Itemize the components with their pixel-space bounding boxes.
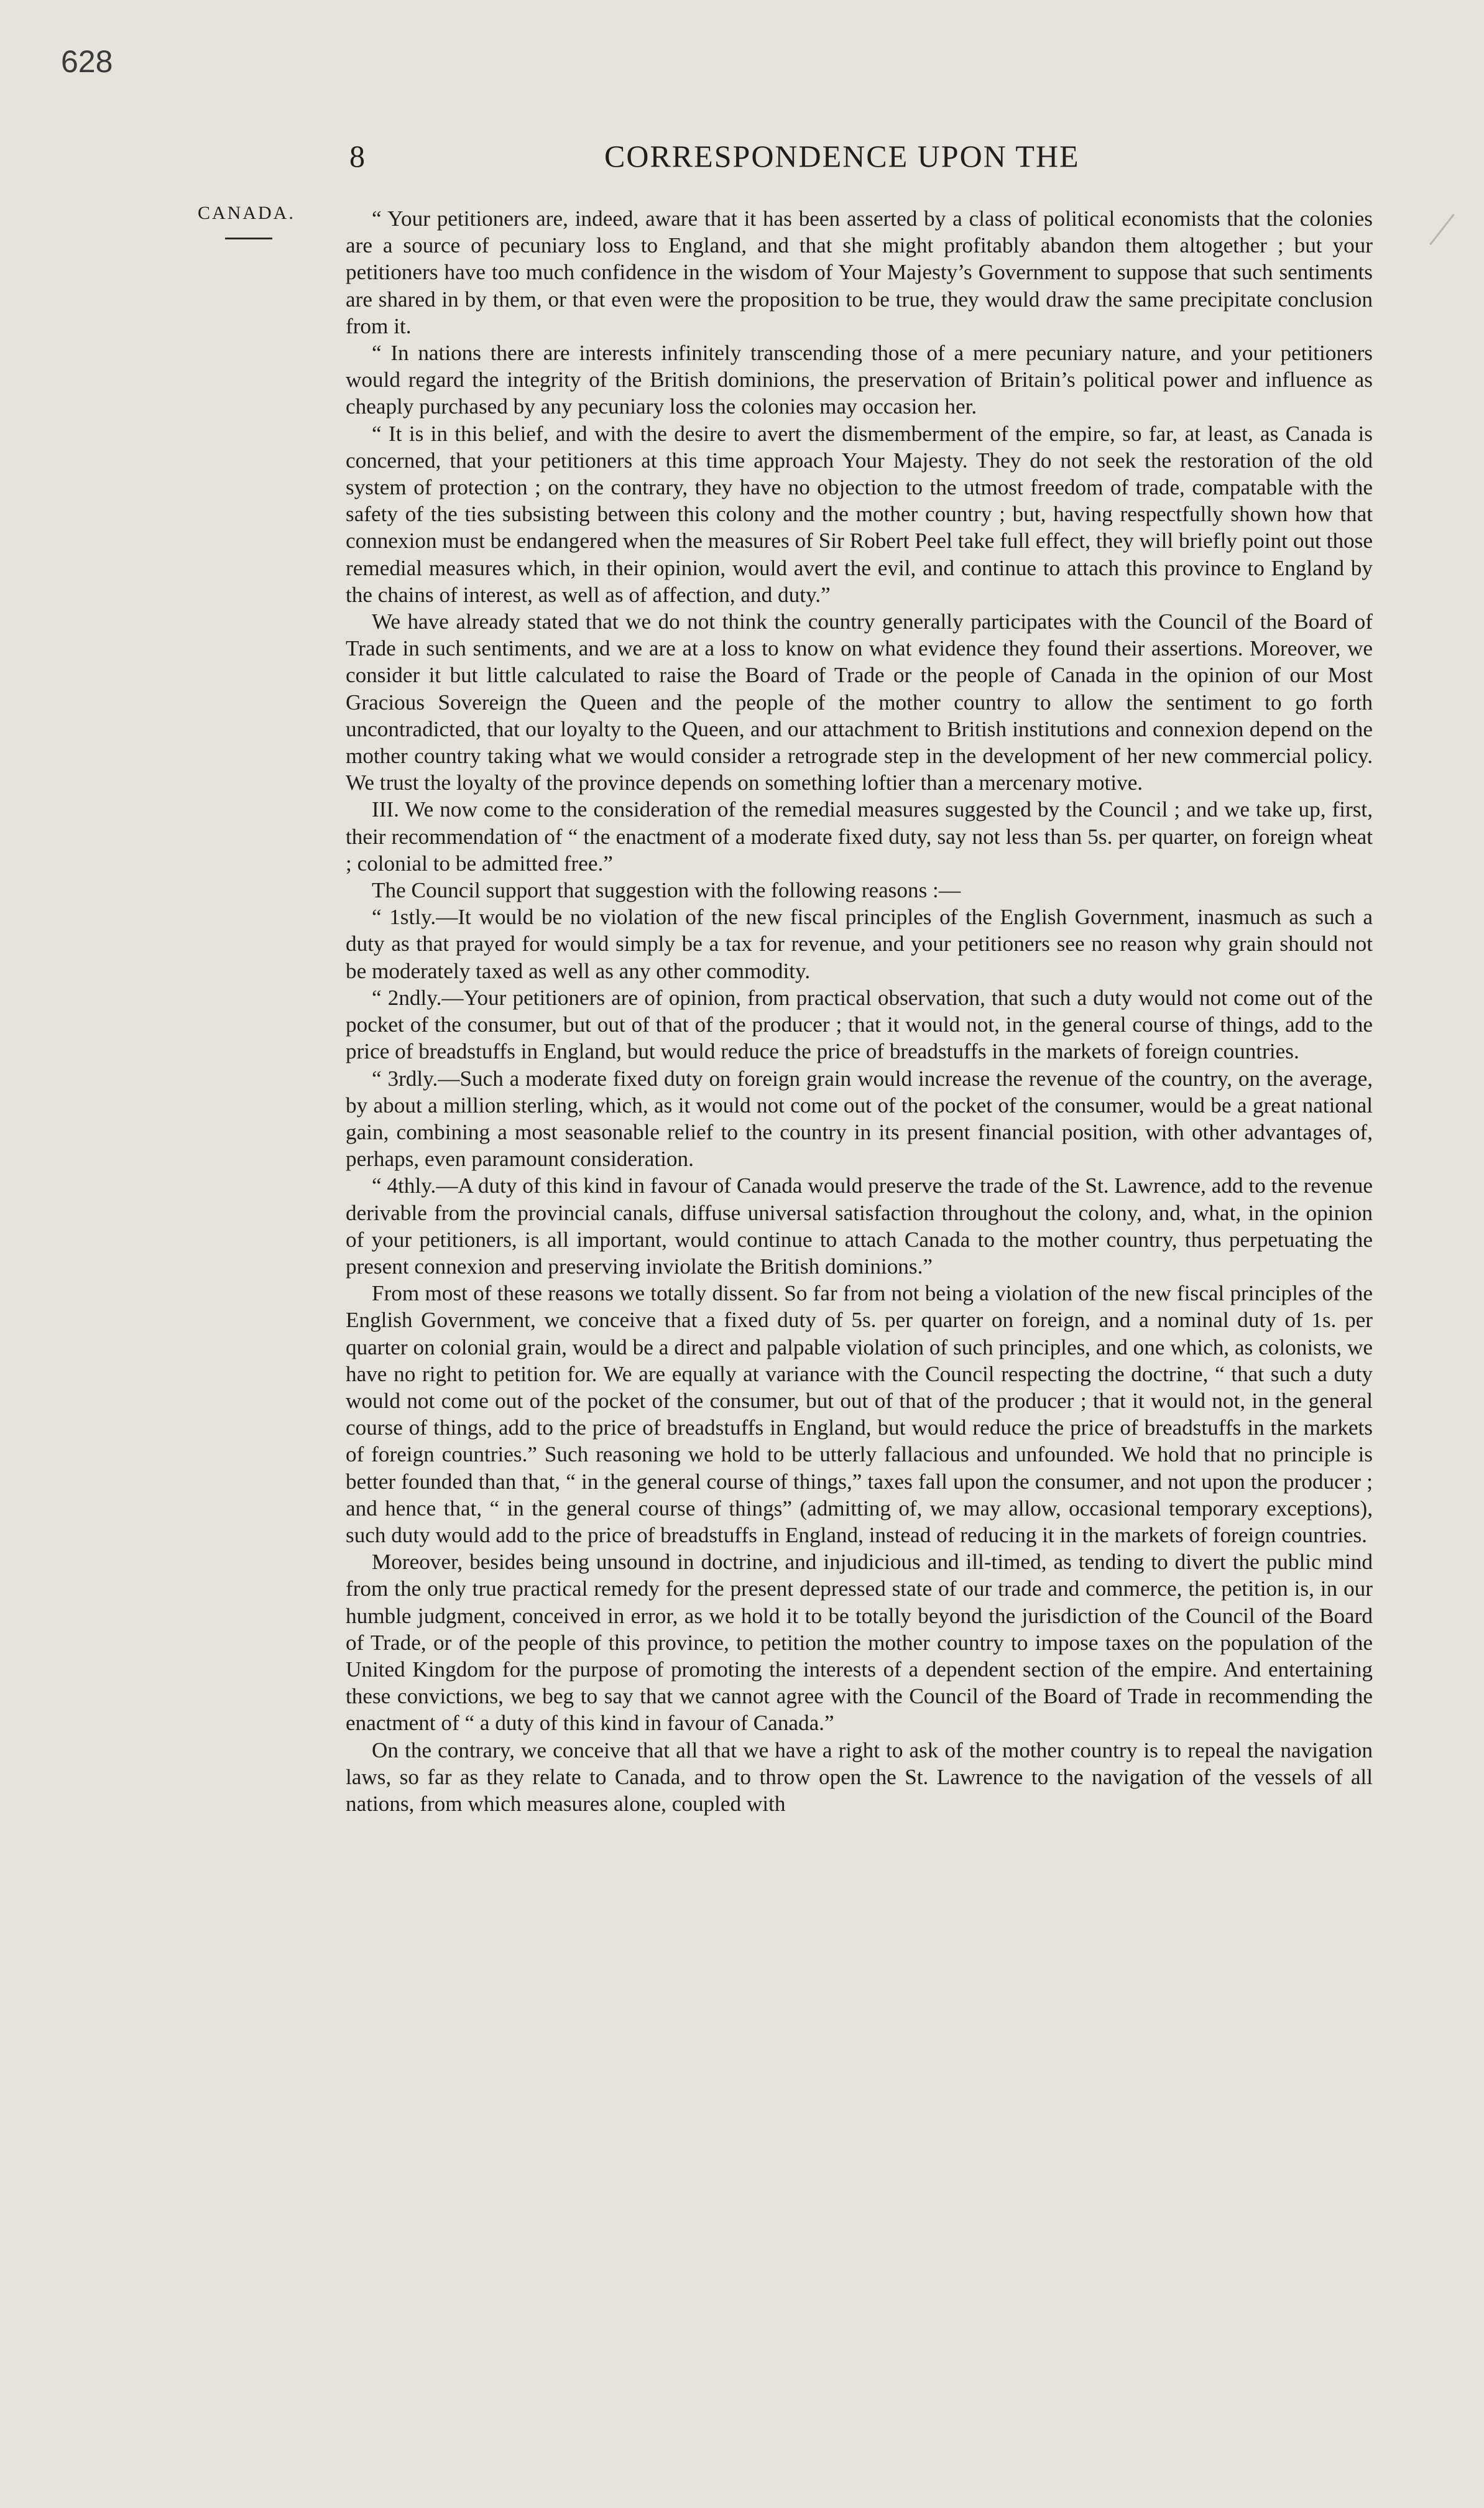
side-note-rule bbox=[225, 238, 272, 239]
side-note: CANADA. bbox=[198, 203, 295, 223]
paragraph: “ Your petitioners are, indeed, aware that it has been asserted by a class of political economists that the colonies are a source of pecuniary loss to England, and that she might profitably abandon them altogether ; but your petitioners have too much confidence in the wisdom of Your Majesty’s Government to suppose that such sentiments are shared in by them, or that even were the proposition to be true, they would draw the same precipitate conclusion from it. bbox=[346, 206, 1373, 338]
paragraph: “ In nations there are interests infinitely transcending those of a mere pecuniary nature, and your petitioners would regard the integrity of the British dominions, the preservation of Britain’s political power and influence as cheaply purchased by any pecuniary loss the colonies may occasion her. bbox=[346, 341, 1373, 419]
paragraph: “ 4thly.—A duty of this kind in favour of Canada would preserve the trade of the St. Lawrence, add to the revenue derivable from the provincial canals, diffuse universal satisfaction throughout the colony, and, what, in the opinion of your petitioners, is all important, would continue to attach Canada to the mother country, thus perpetuating the present connexion and preserving inviolate the British dominions.” bbox=[346, 1173, 1373, 1279]
paragraph: From most of these reasons we totally dissent. So far from not being a violation of the new fiscal principles of the English Government, we conceive that a fixed duty of 5s. per quarter on foreign, and a nominal duty of 1s. per quarter on colonial grain, would be a direct and palpable violation of such principles, and one which, as colonists, we have no right to petition for. We are equally at variance with the Council respecting the doctrine, “ that such a duty would not come out of the pocket of the consumer, but out of that of the producer ; that it would not, in the general course of things, add to the price of breadstuffs in England, but would reduce the price of breadstuffs in the markets of foreign countries.” Such reasoning we hold to be utterly fallacious and unfounded. We hold that no principle is better founded than that, “ in the general course of things,” taxes fall upon the consumer, and not upon the producer ; and hence that, “ in the general course of things” (admitting of, we may allow, occasional temporary exceptions), such duty would add to the price of breadstuffs in England, instead of reducing it in the markets of foreign countries. bbox=[346, 1281, 1373, 1547]
paragraph: “ It is in this belief, and with the desire to avert the dismemberment of the empire, so far, at least, as Canada is concerned, that your petitioners at this time approach Your Majesty. They do not seek the restoration of the old system of protection ; on the contrary, they have no objection to the utmost freedom of trade, compatable with the safety of the ties subsisting between this colony and the mother country ; but, having respectfully shown how that connexion must be endangered when the measures of Sir Robert Peel take full effect, they will briefly point out those remedial measures which, in their opinion, would avert the evil, and continue to attach this province to England by the chains of interest, as well as of affection, and duty.” bbox=[346, 421, 1373, 607]
folio-number: 8 bbox=[349, 139, 366, 174]
paragraph: The Council support that suggestion with the following reasons :— bbox=[372, 878, 961, 903]
paragraph: III. We now come to the consideration of the remedial measures suggested by the Council ; and we take up, first, their recommendation of “ the enactment of a moderate fixed duty, say not less than 5s. per quarter, on foreign wheat ; colonial to be admitted free.” bbox=[346, 797, 1373, 876]
paragraph: “ 2ndly.—Your petitioners are of opinion, from practical observation, that such a duty would not come out of the pocket of the consumer, but out of that of the producer ; that it would not, in the general course of things, add to the price of breadstuffs in England, but would reduce the price of breadstuffs in the markets of foreign countries. bbox=[346, 985, 1373, 1064]
page-number: 628 bbox=[61, 44, 113, 79]
paragraph: On the contrary, we conceive that all that we have a right to ask of the mother country is to repeal the navigation laws, so far as they relate to Canada, and to throw open the St. Lawrence to the navigation of the vessels of all nations, from which measures alone, coupled with bbox=[346, 1738, 1373, 1816]
paragraph: “ 3rdly.—Such a moderate fixed duty on foreign grain would increase the revenue of the country, on the average, by about a million sterling, which, as it would not come out of the pocket of the consumer, would be a great national gain, combining a most seasonable relief to the country in its present financial position, with other advantages of, perhaps, even paramount consideration. bbox=[346, 1066, 1373, 1172]
paragraph: We have already stated that we do not think the country generally participates with the Council of the Board of Trade in such sentiments, and we are at a loss to know on what evidence they found their assertions. Moreover, we consider it but little calculated to raise the Board of Trade or the people of Canada in the opinion of our Most Gracious Sovereign the Queen and the people of the mother country to allow the sentiment to go forth uncontradicted, that our loyalty to the Queen, and our attachment to British institutions and connexion depend on the mother country taking what we would consider a retrograde step in the development of her new commercial policy. We trust the loyalty of the province depends on something loftier than a mercenary motive. bbox=[346, 609, 1373, 795]
body-text bbox=[346, 205, 1373, 1817]
paragraph: “ 1stly.—It would be no violation of the new fiscal principles of the English Government, inasmuch as such a duty as that prayed for would simply be a tax for revenue, and your petitioners see no reason why grain should not be moderately taxed as well as any other commodity. bbox=[346, 905, 1373, 983]
running-head-title: CORRESPONDENCE UPON THE bbox=[604, 139, 1080, 174]
margin-mark bbox=[1429, 214, 1455, 246]
paragraph: Moreover, besides being unsound in doctrine, and injudicious and ill-timed, as tending to divert the public mind from the only true practical remedy for the present depressed state of our trade and commerce, the petition is, in our humble judgment, conceived in error, as we hold it to be totally beyond the jurisdiction of the Council of the Board of Trade, or of the people of this province, to petition the mother country to impose taxes on the population of the United Kingdom for the purpose of promoting the interests of a dependent section of the empire. And entertaining these convictions, we beg to say that we cannot agree with the Council of the Board of Trade in recommending the enactment of “ a duty of this kind in favour of Canada.” bbox=[346, 1550, 1373, 1736]
